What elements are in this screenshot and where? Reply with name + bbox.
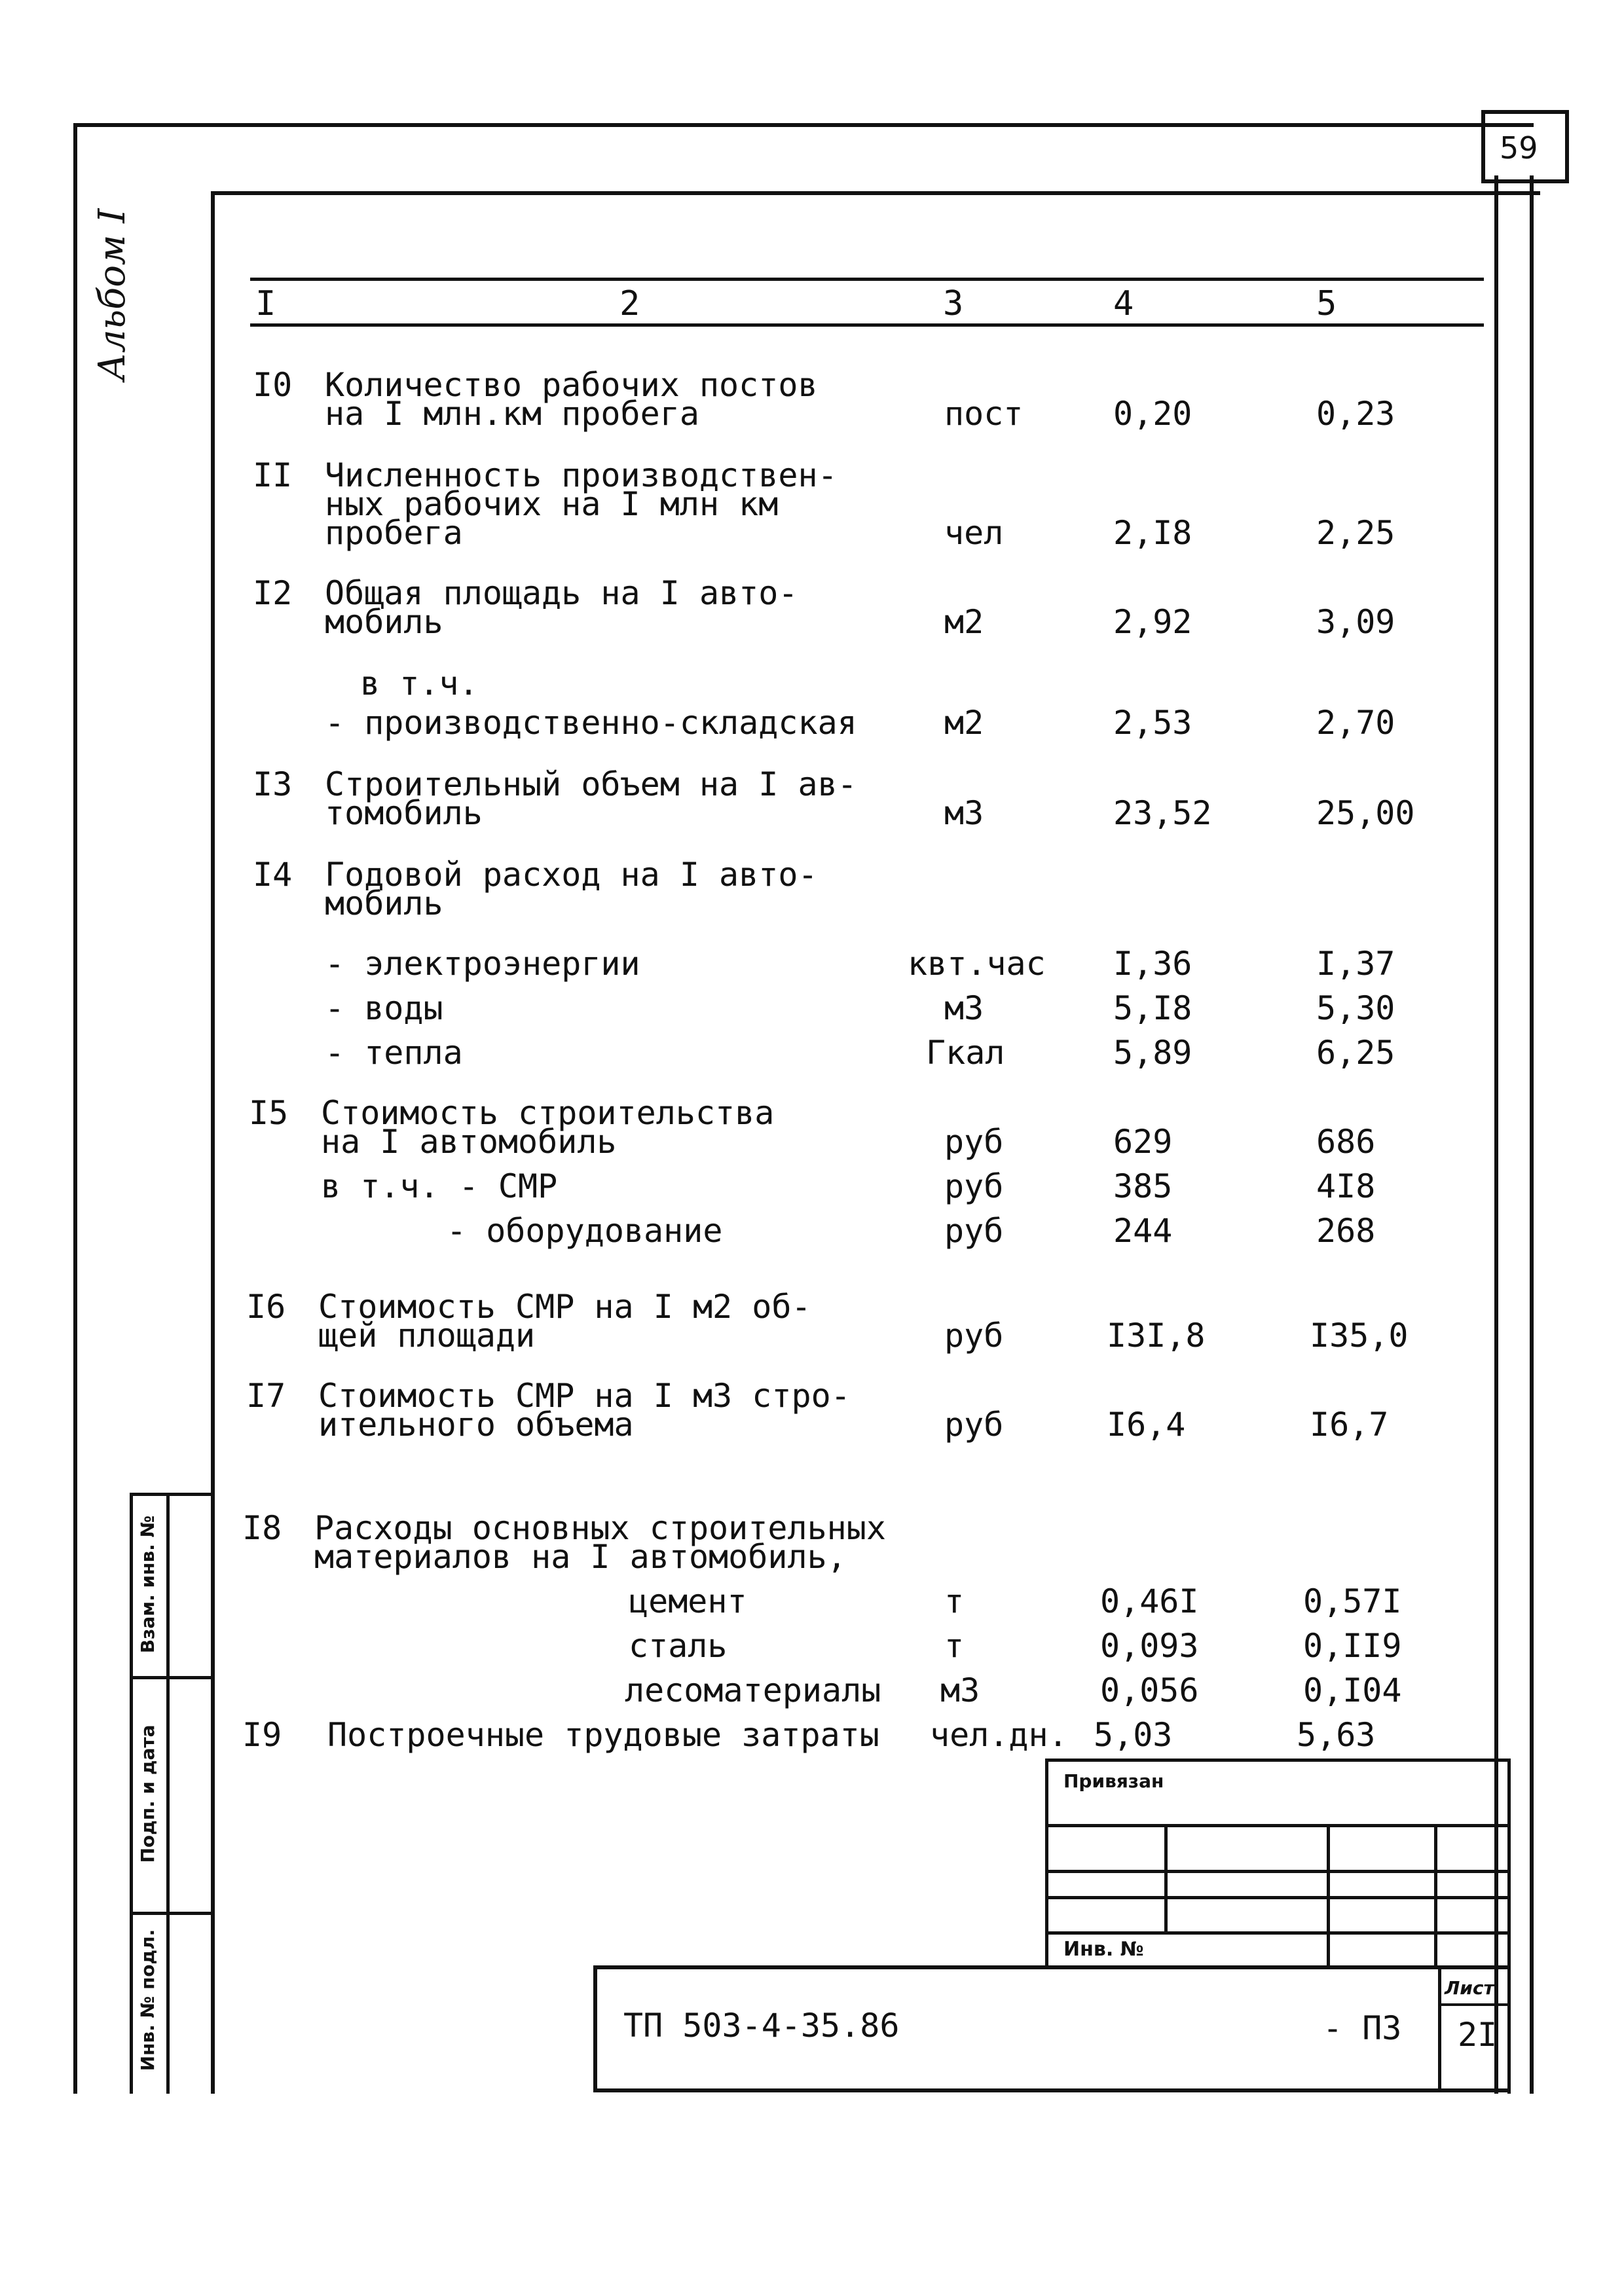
section-code: - ПЗ bbox=[1323, 2009, 1402, 2047]
row-value-col5: I6,7 bbox=[1310, 1406, 1389, 1444]
stamp-row-3 bbox=[1045, 1896, 1510, 1899]
stamp-col-3 bbox=[1434, 1824, 1437, 1968]
title-block-list-divider bbox=[1438, 1965, 1441, 2092]
list-label: Лист bbox=[1445, 1977, 1494, 1999]
row-unit: чел.дн. bbox=[930, 1716, 1068, 1754]
row-unit: м3 bbox=[944, 989, 984, 1027]
header-rule-bottom bbox=[250, 323, 1484, 327]
stamp-top bbox=[1045, 1758, 1510, 1762]
row-description-line: пробега bbox=[325, 514, 463, 552]
row-value-col4: I6,4 bbox=[1107, 1406, 1186, 1444]
row-description-line: сталь bbox=[629, 1627, 728, 1665]
row-unit: т bbox=[944, 1627, 965, 1665]
row-value-col4: 629 bbox=[1113, 1123, 1173, 1161]
list-number: 2I bbox=[1458, 2016, 1498, 2054]
row-number: I5 bbox=[249, 1094, 289, 1132]
column-header-5: 5 bbox=[1316, 284, 1337, 323]
row-description-line: материалов на I автомобиль, bbox=[314, 1538, 847, 1576]
row-value-col5: 0,23 bbox=[1316, 395, 1395, 433]
stamp-privyazan-label: Привязан bbox=[1063, 1770, 1164, 1792]
row-value-col4: 0,093 bbox=[1100, 1627, 1199, 1665]
row-value-col5: I35,0 bbox=[1310, 1317, 1409, 1355]
row-description-line: Стоимость строительства bbox=[321, 1094, 775, 1132]
row-value-col5: 268 bbox=[1316, 1212, 1376, 1250]
row-value-col4: 5,89 bbox=[1113, 1034, 1192, 1072]
row-description-line: щей площади bbox=[318, 1317, 536, 1355]
row-description-line: Расходы основных строительных bbox=[314, 1509, 886, 1547]
row-unit: пост bbox=[944, 395, 1024, 433]
row-description-line: на I млн.км пробега bbox=[325, 395, 699, 433]
row-description-line: Количество рабочих постов bbox=[325, 366, 818, 404]
row-value-col5: 6,25 bbox=[1316, 1034, 1395, 1072]
stamp-left bbox=[1045, 1758, 1048, 1968]
row-description-line: Стоимость СМР на I м2 об- bbox=[318, 1288, 811, 1326]
row-description-line: на I автомобиль bbox=[321, 1123, 617, 1161]
row-value-col4: I3I,8 bbox=[1107, 1317, 1206, 1355]
row-value-col5: 5,30 bbox=[1316, 989, 1395, 1027]
stamp-col-2 bbox=[1327, 1824, 1330, 1968]
row-unit: руб bbox=[944, 1123, 1004, 1161]
side-stamp-left bbox=[130, 1493, 133, 2094]
row-unit: руб bbox=[944, 1167, 1004, 1205]
side-label-inv-podl: Инв. № подл. bbox=[137, 1929, 158, 2071]
column-header-3: 3 bbox=[943, 284, 964, 323]
row-description-line: в т.ч. bbox=[360, 665, 479, 702]
row-description-line: лесоматериалы bbox=[625, 1671, 881, 1709]
row-unit: чел bbox=[944, 514, 1004, 552]
title-block-bottom bbox=[593, 2088, 1510, 2092]
row-unit: м2 bbox=[944, 704, 984, 742]
row-value-col4: 244 bbox=[1113, 1212, 1173, 1250]
album-label: Альбом I bbox=[91, 208, 134, 381]
row-number: I7 bbox=[246, 1377, 286, 1415]
row-description-line: ных рабочих на I млн км bbox=[325, 485, 779, 523]
row-description-line: Построечные трудовые затраты bbox=[327, 1716, 879, 1754]
stamp-inv-no-label: Инв. № bbox=[1063, 1938, 1144, 1961]
row-unit: руб bbox=[944, 1406, 1004, 1444]
row-value-col4: I,36 bbox=[1113, 945, 1192, 983]
document-code: ТП 503-4-35.86 bbox=[623, 2007, 900, 2045]
row-value-col4: 2,I8 bbox=[1113, 514, 1192, 552]
row-value-col5: 5,63 bbox=[1297, 1716, 1376, 1754]
row-description-line: Строительный объем на I ав- bbox=[325, 765, 857, 803]
side-label-podp-data: Подп. и дата bbox=[137, 1724, 158, 1863]
page-number-box-left bbox=[1481, 110, 1485, 183]
row-value-col5: I,37 bbox=[1316, 945, 1395, 983]
page-number: 59 bbox=[1500, 130, 1538, 166]
row-unit: м3 bbox=[944, 794, 984, 832]
title-block-top bbox=[593, 1965, 1510, 1969]
row-description-line: Численность производствен- bbox=[325, 456, 838, 494]
frame-right-line-2 bbox=[1530, 175, 1534, 2094]
row-number: II bbox=[253, 456, 293, 494]
row-unit: м2 bbox=[944, 603, 984, 641]
row-value-col4: 5,I8 bbox=[1113, 989, 1192, 1027]
page-number-box-top bbox=[1481, 110, 1569, 114]
column-header-4: 4 bbox=[1113, 284, 1134, 323]
row-value-col4: 2,92 bbox=[1113, 603, 1192, 641]
stamp-row-4 bbox=[1045, 1931, 1510, 1935]
row-description-line: мобиль bbox=[325, 884, 443, 922]
stamp-col-1 bbox=[1164, 1824, 1168, 1934]
side-stamp-mid bbox=[166, 1493, 170, 2094]
outer-frame-left bbox=[73, 123, 77, 2094]
frame-right-line-1 bbox=[1494, 175, 1498, 2094]
row-unit: т bbox=[944, 1582, 965, 1620]
header-rule-top bbox=[250, 278, 1484, 281]
row-value-col4: 23,52 bbox=[1113, 794, 1212, 832]
row-description-line: цемент bbox=[629, 1582, 747, 1620]
row-description-line: ительного объема bbox=[318, 1406, 634, 1444]
row-unit: руб bbox=[944, 1317, 1004, 1355]
row-number: I8 bbox=[242, 1509, 282, 1547]
side-label-vzam-inv: Взам. инв. № bbox=[137, 1515, 158, 1654]
row-unit: Гкал bbox=[926, 1034, 1005, 1072]
row-number: I4 bbox=[253, 856, 293, 894]
stamp-row-1 bbox=[1045, 1824, 1510, 1827]
title-block-list-sep bbox=[1438, 2003, 1510, 2006]
row-number: I6 bbox=[246, 1288, 286, 1326]
row-number: I9 bbox=[242, 1716, 282, 1754]
row-description-line: - оборудование bbox=[447, 1212, 723, 1250]
stamp-row-2 bbox=[1045, 1870, 1510, 1873]
row-value-col4: 0,46I bbox=[1100, 1582, 1199, 1620]
column-header-2: 2 bbox=[619, 284, 640, 323]
stamp-right bbox=[1507, 1758, 1511, 2094]
row-description-line: - тепла bbox=[325, 1034, 463, 1072]
row-description-line: Общая площадь на I авто- bbox=[325, 574, 798, 612]
row-value-col5: 0,I04 bbox=[1303, 1671, 1402, 1709]
row-value-col5: 3,09 bbox=[1316, 603, 1395, 641]
row-value-col5: 0,57I bbox=[1303, 1582, 1402, 1620]
row-description-line: Стоимость СМР на I м3 стро- bbox=[318, 1377, 851, 1415]
row-description-line: - воды bbox=[325, 989, 443, 1027]
row-number: I2 bbox=[253, 574, 293, 612]
column-header-1: I bbox=[255, 284, 276, 323]
inner-frame-left bbox=[211, 191, 215, 2094]
row-value-col5: 0,II9 bbox=[1303, 1627, 1402, 1665]
row-value-col5: 686 bbox=[1316, 1123, 1376, 1161]
title-block-left bbox=[593, 1965, 597, 2092]
row-value-col4: 5,03 bbox=[1094, 1716, 1173, 1754]
row-number: I3 bbox=[253, 765, 293, 803]
row-unit: квт.час bbox=[908, 945, 1046, 983]
row-description-line: Годовой расход на I авто- bbox=[325, 856, 818, 894]
row-value-col5: 2,25 bbox=[1316, 514, 1395, 552]
inner-frame-top bbox=[211, 191, 1540, 195]
page-number-box-right bbox=[1565, 110, 1569, 183]
side-stamp-top bbox=[130, 1493, 212, 1496]
row-value-col4: 0,20 bbox=[1113, 395, 1192, 433]
row-description-line: - производственно-складская bbox=[325, 704, 857, 742]
row-description-line: томобиль bbox=[325, 794, 483, 832]
row-value-col5: 2,70 bbox=[1316, 704, 1395, 742]
row-description-line: в т.ч. - СМР bbox=[321, 1167, 558, 1205]
row-value-col4: 2,53 bbox=[1113, 704, 1192, 742]
row-value-col4: 0,056 bbox=[1100, 1671, 1199, 1709]
row-number: I0 bbox=[253, 366, 293, 404]
page-number-box-bottom bbox=[1481, 179, 1569, 183]
row-description-line: - электроэнергии bbox=[325, 945, 640, 983]
row-unit: м3 bbox=[940, 1671, 980, 1709]
outer-frame-top bbox=[73, 123, 1534, 127]
row-value-col4: 385 bbox=[1113, 1167, 1173, 1205]
side-stamp-sep-1 bbox=[130, 1676, 212, 1679]
row-value-col5: 4I8 bbox=[1316, 1167, 1376, 1205]
row-description-line: мобиль bbox=[325, 603, 443, 641]
row-value-col5: 25,00 bbox=[1316, 794, 1415, 832]
row-unit: руб bbox=[944, 1212, 1004, 1250]
